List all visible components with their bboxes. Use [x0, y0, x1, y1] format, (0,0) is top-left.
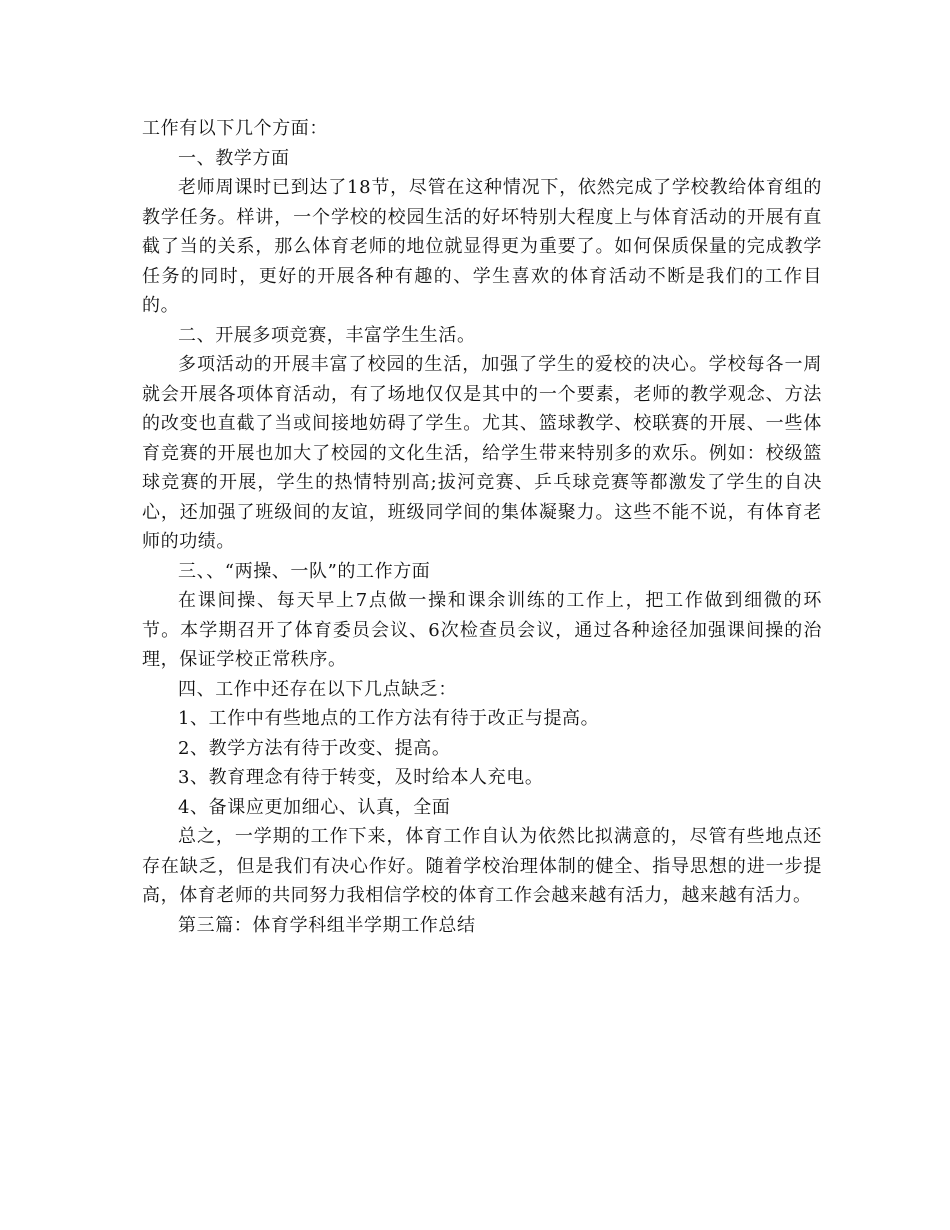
heading-exercises: 三、、“两操、一队”的工作方面 [178, 560, 431, 582]
heading-teaching: 一、教学方面 [178, 147, 290, 169]
paragraph-competitions: 多项活动的开展丰富了校园的生活，加强了学生的爱校的决心。学校每各一周就会开展各项体育活动，有了场地仅仅是其中的一个要素，老师的教学观念、方法的改变也直截了当或间接地妨碍了学生。尤其、篮球教学、校联赛的开展、一些体育竞赛的开展也加大了校园的文化生活，给学生带来特别多的欢乐。例如：校级篮球竞赛的开展，学生的热情特别高;拔河竞赛、乒乓球竞赛等都激发了学生的自决心，还加强了班级间的友谊，班级同学间的集体凝聚力。这些不能不说，有体育老师的功绩。 [142, 354, 822, 552]
paragraph-exercises: 在课间操、每天早上7点做一操和课余训练的工作上，把工作做到细微的环节。本学期召开了体育委员会议、6次检查员会议，通过各种途径加强课间操的治理，保证学校正常秩序。 [142, 590, 822, 670]
section-title-third: 第三篇：体育学科组半学期工作总结 [178, 914, 476, 936]
heading-competitions: 二、开展多项竞赛，丰富学生生活。 [178, 324, 476, 346]
paragraph-intro: 工作有以下几个方面： [142, 118, 328, 139]
list-item-shortcoming-2: 2、教学方法有待于改变、提高。 [178, 737, 451, 759]
list-item-shortcoming-4: 4、备课应更加细心、认真，全面 [178, 796, 451, 818]
paragraph-conclusion: 总之，一学期的工作下来，体育工作自认为依然比拟满意的，尽管有些地点还存在缺乏，但是我们有决心作好。随着学校治理体制的健全、指导思想的进一步提高，体育老师的共同努力我相信学校的体育工作会越来越有活力，越来越有活力。 [142, 826, 822, 906]
list-item-shortcoming-1: 1、工作中有些地点的工作方法有待于改正与提高。 [178, 708, 600, 729]
document-page [142, 114, 822, 940]
list-item-shortcoming-3: 3、教育理念有待于转变，及时给本人充电。 [178, 767, 544, 788]
heading-shortcomings: 四、工作中还存在以下几点缺乏： [178, 678, 457, 700]
paragraph-teaching: 老师周课时已到达了18节，尽管在这种情况下，依然完成了学校教给体育组的教学任务。样讲，一个学校的校园生活的好坏特别大程度上与体育活动的开展有直截了当的关系，那么体育老师的地位就显得更为重要了。如何保质保量的完成教学任务的同时，更好的开展各种有趣的、学生喜欢的体育活动不断是我们的工作目的。 [142, 177, 822, 316]
